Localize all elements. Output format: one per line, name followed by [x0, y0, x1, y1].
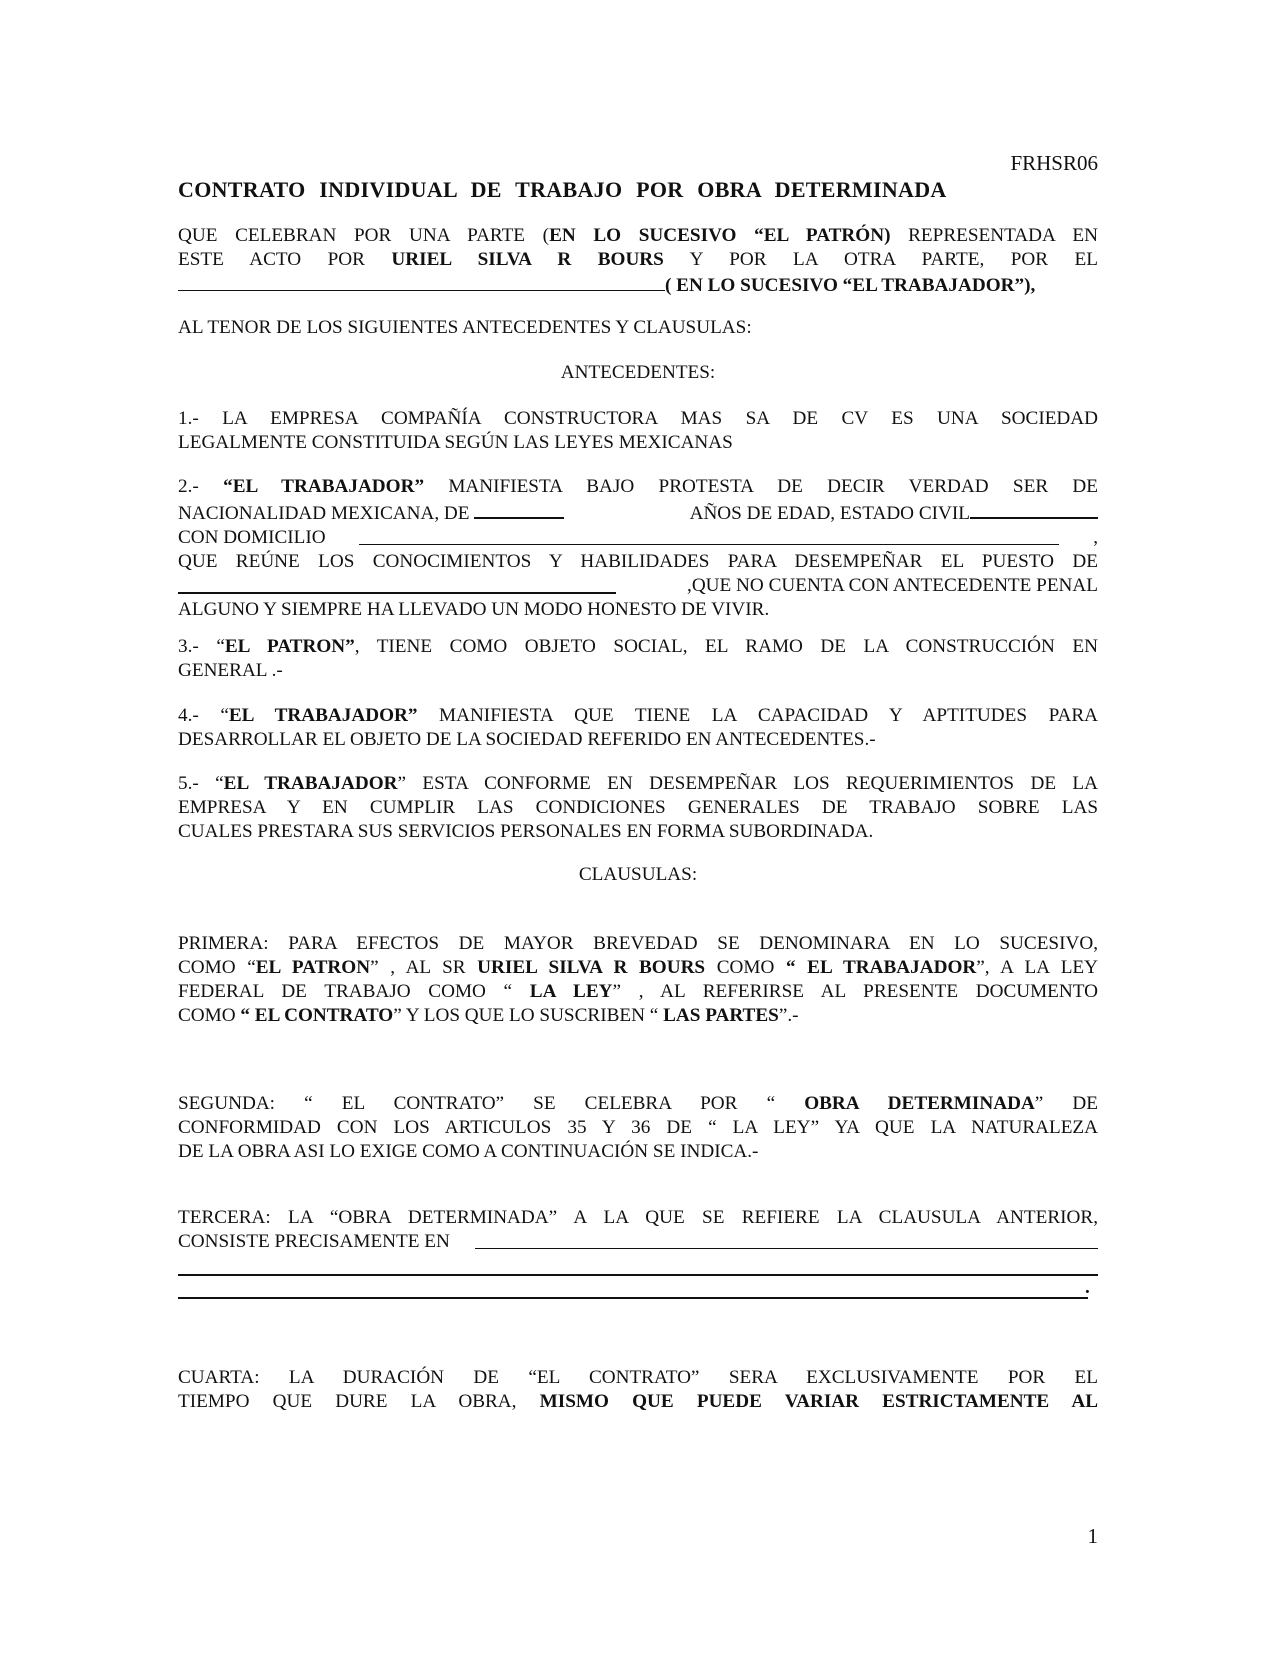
- clausula-segunda: SEGUNDA: “ EL CONTRATO” SE CELEBRA POR “ OBRA DETERMINADA” DE CONFORMIDAD CON LOS ARTICULOS 35 Y 36 DE “ LA LEY” YA QUE LA NATURALEZA DE LA OBRA ASI LO EXIGE COMO A CONTINUACIÓN SE INDICA.-: [178, 1093, 1098, 1162]
- clausula-tercera: TERCERA: LA “OBRA DETERMINADA” A LA QUE SE REFIERE LA CLAUSULA ANTERIOR, CONSISTE PRECISAMENTE EN: [178, 1207, 1098, 1252]
- document-title: CONTRATO INDIVIDUAL DE TRABAJO POR OBRA DETERMINADA: [178, 177, 947, 202]
- antecedentes-heading: ANTECEDENTES:: [560, 362, 716, 383]
- intro-line-2: ESTE ACTO POR URIEL SILVA R BOURS Y POR LA OTRA PARTE, POR EL: [178, 249, 1098, 270]
- age-blank[interactable]: [474, 499, 564, 519]
- intro-line-1: QUE CELEBRAN POR UNA PARTE (EN LO SUCESIVO “EL PATRÓN) REPRESENTADA EN: [178, 225, 1099, 246]
- al-tenor: AL TENOR DE LOS SIGUIENTES ANTECEDENTES Y CLAUSULAS:: [178, 317, 752, 338]
- document-page: [178, 0, 1098, 1656]
- intro-paragraph: [178, 224, 1098, 298]
- position-blank[interactable]: [178, 574, 616, 594]
- antecedente-5: 5.- “EL TRABAJADOR” ESTA CONFORME EN DESEMPEÑAR LOS REQUERIMIENTOS DE LA EMPRESA Y EN CUMPLIR LAS CONDICIONES GENERALES DE TRABAJO SOBRE LAS CUALES PRESTARA SUS SERVICIOS PERSONALES EN FORMA SUBORDINADA.: [178, 773, 1098, 842]
- clausula-cuarta: CUARTA: LA DURACIÓN DE “EL CONTRATO” SERA EXCLUSIVAMENTE POR EL TIEMPO QUE DURE LA OBRA, MISMO QUE PUEDE VARIAR ESTRICTAMENTE AL: [178, 1367, 1098, 1412]
- obra-description-line-2[interactable]: [178, 1274, 1098, 1276]
- tercera-end-period: .: [1085, 1277, 1090, 1298]
- intro-line-3: ( EN LO SUCESIVO “EL TRABAJADOR”),: [178, 272, 1098, 298]
- antecedente-3: 3.- “EL PATRON”, TIENE COMO OBJETO SOCIAL, EL RAMO DE LA CONSTRUCCIÓN EN GENERAL .-: [178, 636, 1099, 681]
- obra-description-line-3[interactable]: [178, 1297, 1088, 1299]
- page-number: 1: [1087, 1524, 1098, 1548]
- address-blank[interactable]: [359, 526, 1059, 545]
- obra-description-blank[interactable]: [475, 1230, 1098, 1249]
- worker-name-blank[interactable]: [178, 272, 665, 291]
- antecedente-4: 4.- “EL TRABAJADOR” MANIFIESTA QUE TIENE LA CAPACIDAD Y APTITUDES PARA DESARROLLAR EL OBJETO DE LA SOCIEDAD REFERIDO EN ANTECEDENTES.-: [178, 705, 1098, 750]
- civil-status-blank[interactable]: [970, 499, 1098, 519]
- antecedente-1: 1.- LA EMPRESA COMPAÑÍA CONSTRUCTORA MAS SA DE CV ES UNA SOCIEDAD LEGALMENTE CONSTITUIDA SEGÚN LAS LEYES MEXICANAS: [178, 408, 1098, 453]
- document-code: FRHSR06: [1010, 151, 1098, 175]
- clausulas-heading: CLAUSULAS:: [578, 864, 698, 885]
- clausula-primera: PRIMERA: PARA EFECTOS DE MAYOR BREVEDAD SE DENOMINARA EN LO SUCESIVO, COMO “EL PATRON” , AL SR URIEL SILVA R BOURS COMO “ EL TRABAJADOR”, A LA LEY FEDERAL DE TRABAJO COMO “ LA LEY” , AL REFERIRSE AL PRESENTE DOCUMENTO COMO “ EL CONTRATO” Y LOS QUE LO SUSCRIBEN “ LAS PARTES”.-: [178, 933, 1098, 1026]
- antecedente-2: 2.- “EL TRABAJADOR” MANIFIESTA BAJO PROTESTA DE DECIR VERDAD SER DE NACIONALIDAD MEXICANA, DE AÑOS DE EDAD, ESTADO CIVIL CON DOMICILIO , QUE REÚNE LOS CONOCIMIENTOS Y HABILIDADES PARA DESEMPEÑAR EL PUESTO DE ,QUE NO CUENTA CON ANTECEDENTE PENAL ALGUNO Y SIEMPRE HA LLEVADO UN MODO HONESTO DE VIVIR.: [178, 476, 1099, 620]
